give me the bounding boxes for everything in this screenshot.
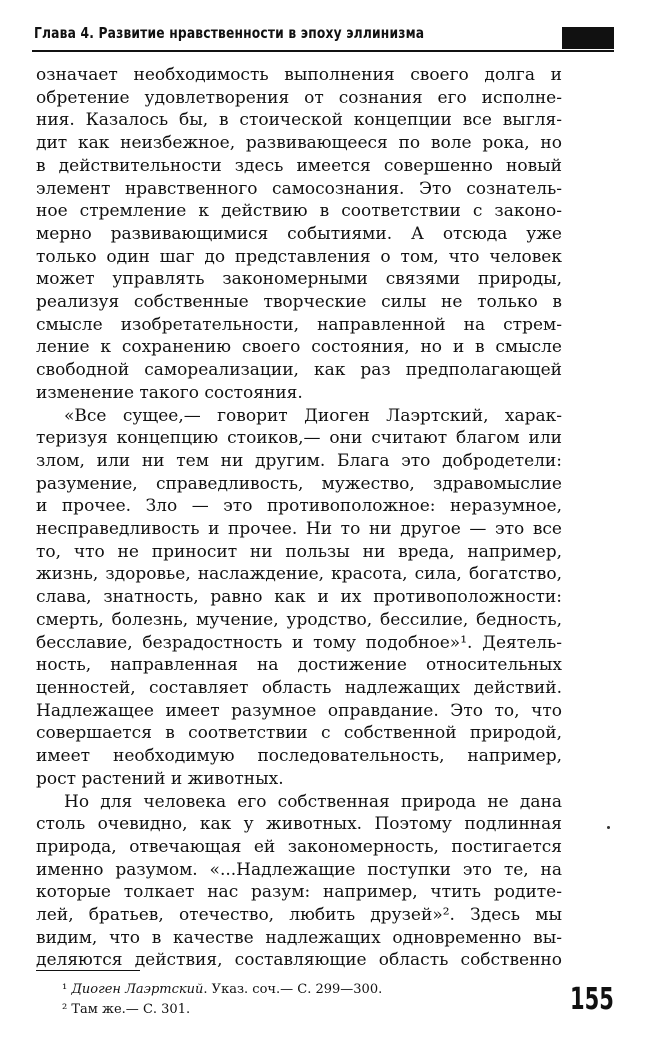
margin-dot [607,826,610,829]
text-line: «Все сущее,— говорит Диоген Лаэртский, харак- [64,405,562,426]
text-line: реализуя собственные творческие силы не только в [36,292,562,313]
text-line: может управлять закономерными связями природы, [36,269,562,290]
text-line: дит как неизбежное, развивающееся по воле рока, но [36,133,562,154]
text-line: означает необходимость выполнения своего долга и [36,65,562,85]
text-line: ния. Казалось бы, в стоической концепции все выгля- [36,110,562,131]
text-line: смерть, болезнь, мучение, уродство, бессилие, бедность, [36,609,562,630]
paragraph [36,791,562,973]
text-line: столь очевидно, как у животных. Поэтому подлинная [36,814,562,835]
text-line: только один шаг до представления о том, что человек [36,246,562,267]
footnote-separator [36,970,140,971]
text-line: обретение удовлетворения от сознания его исполне- [36,87,562,108]
chapter-title: Глава 4. Развитие нравственности в эпоху эллинизма [34,24,425,42]
text-line: то, что не приносит ни пользы ни вреда, например, [36,541,562,562]
text-line: и прочее. Зло — это противоположное: неразумное, [36,496,562,517]
text-line: ность, направленная на достижение относительных [36,655,562,676]
text-line: в действительности здесь имеется совершенно новый [36,155,562,176]
text-line: рост растений и животных. [36,768,284,789]
footnote-marker: ² [62,1002,68,1017]
footnote-1 [62,980,382,1000]
footnote-text: Там же.— С. 301. [71,1002,191,1017]
paragraph [36,64,562,405]
footnote-author: Диоген Лаэртский [71,982,204,997]
text-line: природа, отвечающая ей закономерность, постигается [36,836,562,857]
text-line: злом, или ни тем ни другим. Блага это добродетели: [36,450,562,471]
text-line: которые толкает нас разум: например, чтить родите- [36,882,562,903]
text-line: свободной самореализации, как раз предполагающей [36,360,562,381]
text-line: совершается в соответствии с собственной природой, [36,723,562,744]
text-line: Но для человека его собственная природа не дана [64,791,562,812]
text-line: видим, что в качестве надлежащих одновременно вы- [36,927,562,948]
text-line: разумение, справедливость, мужество, здравомыслие [36,473,562,494]
paragraph [36,405,562,791]
text-line: слава, знатность, равно как и их противоположности: [36,587,562,608]
text-line: теризуя концепцию стоиков,— они считают благом или [36,428,562,449]
text-line: ценностей, составляет область надлежащих действий. [36,677,562,698]
text-line: ное стремление к действию в соответствии с законо- [36,201,562,222]
text-line: лей, братьев, отечество, любить друзей»². Здесь мы [36,905,562,926]
text-line: смысле изобретательности, направленной на стрем- [36,314,562,335]
text-line: деляются действия, составляющие область собственно [36,950,562,971]
body-text [36,64,562,972]
footnote-marker: ¹ [62,982,68,997]
footnotes [62,980,382,1020]
text-line: Надлежащее имеет разумное оправдание. Это то, что [36,700,562,721]
text-line: жизнь, здоровье, наслаждение, красота, сила, богатство, [36,564,562,585]
text-line: изменение такого состояния. [36,382,303,403]
text-line: мерно развивающимися событиями. А отсюда уже [36,223,562,244]
text-line: именно разумом. «...Надлежащие поступки это те, на [36,859,562,880]
text-line: несправедливость и прочее. Ни то ни другое — это все [36,519,562,540]
footnote-text: . Указ. соч.— С. 299—300. [203,982,383,997]
page-number: 155 [570,982,614,1017]
text-line: ление к сохранению своего состояния, но и в смысле [36,337,562,358]
text-line: имеет необходимую последовательность, например, [36,746,562,767]
text-line: бесславие, безрадостность и тому подобное»¹. Деятель- [36,632,562,653]
footnote-2 [62,1000,382,1020]
running-header [32,22,614,52]
text-line: элемент нравственного самосознания. Это сознатель- [36,178,562,199]
header-black-tab [562,27,614,49]
